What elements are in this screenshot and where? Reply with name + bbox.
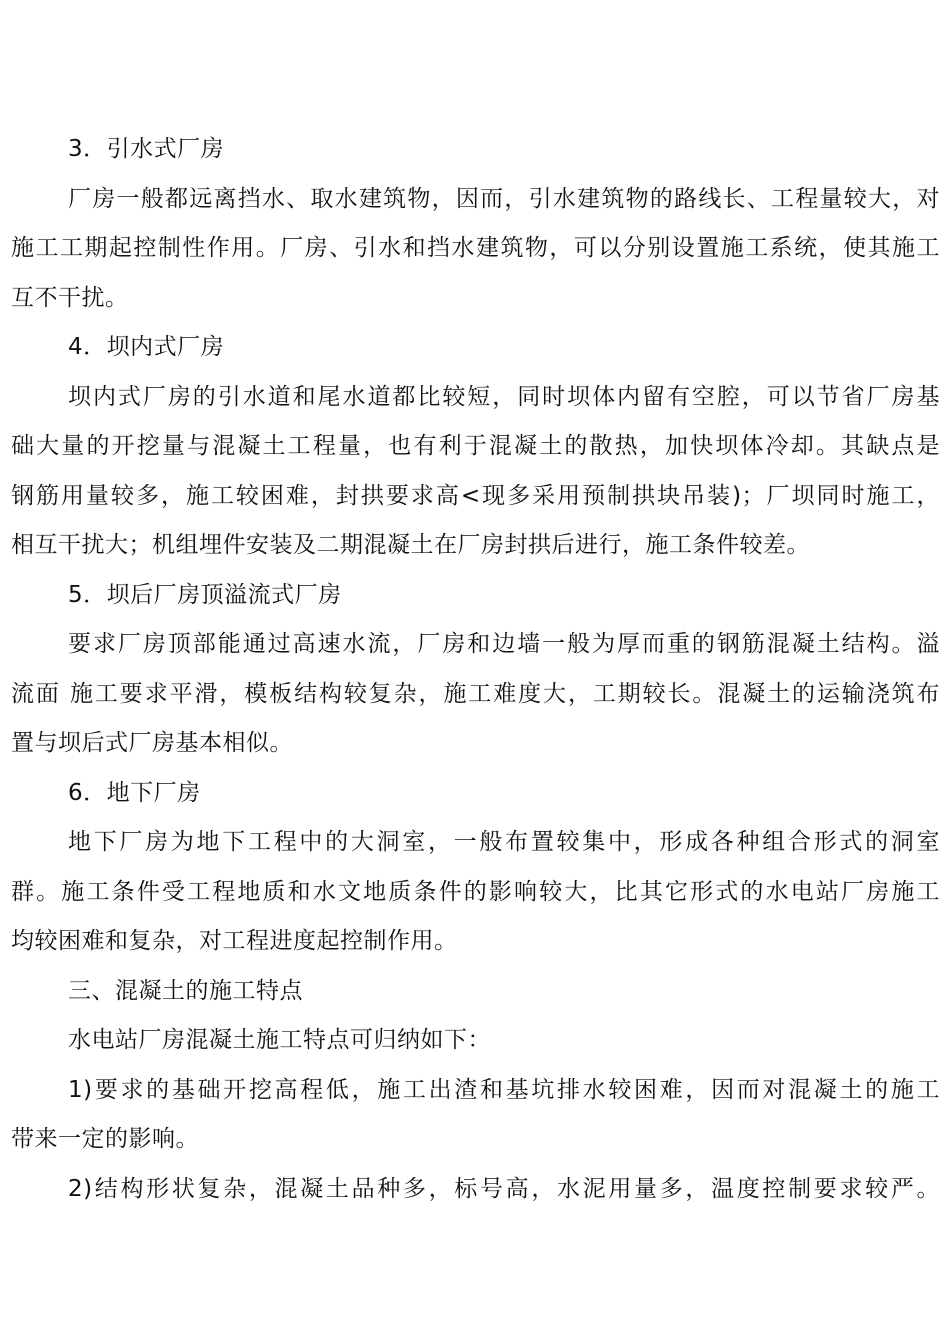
paragraph-line: 坝内式厂房的引水道和尾水道都比较短，同时坝体内留有空腔，可以节省厂房基 xyxy=(68,383,940,410)
heading-in-dam-powerhouse: 4．坝内式厂房 xyxy=(68,334,225,360)
list-item-line: 带来一定的影响。 xyxy=(11,1126,199,1152)
paragraph-line: 均较困难和复杂，对工程进度起控制作用。 xyxy=(11,928,458,954)
heading-diversion-powerhouse: 3．引水式厂房 xyxy=(68,136,225,162)
paragraph-line: 厂房一般都远离挡水、取水建筑物，因而，引水建筑物的路线长、工程量较大，对 xyxy=(68,185,940,212)
paragraph-line: 互不干扰。 xyxy=(11,284,129,311)
heading-underground-powerhouse: 6．地下厂房 xyxy=(68,779,201,806)
paragraph-line: 要求厂房顶部能通过高速水流，厂房和边墙一般为厚而重的钢筋混凝土结构。溢 xyxy=(68,631,940,657)
list-item-line: 2)结构形状复杂，混凝土品种多，标号高，水泥用量多，温度控制要求较严。 xyxy=(68,1175,940,1202)
section-heading-concrete: 三、混凝土的施工特点 xyxy=(68,977,303,1004)
paragraph-line: 础大量的开挖量与混凝土工程量，也有利于混凝土的散热，加快坝体冷却。其缺点是 xyxy=(11,433,940,459)
paragraph-line: 置与坝后式厂房基本相似。 xyxy=(11,730,293,756)
paragraph-line: 地下厂房为地下工程中的大洞室，一般布置较集中，形成各种组合形式的洞室 xyxy=(68,829,940,855)
heading-overflow-powerhouse: 5．坝后厂房顶溢流式厂房 xyxy=(68,581,342,608)
paragraph-line: 群。施工条件受工程地质和水文地质条件的影响较大，比其它形式的水电站厂房施工 xyxy=(11,878,940,905)
document-page xyxy=(11,125,940,1214)
list-item-line: 1)要求的基础开挖高程低，施工出渣和基坑排水较困难，因而对混凝土的施工 xyxy=(68,1076,940,1103)
paragraph-line: 流面 施工要求平滑，模板结构较复杂，施工难度大，工期较长。混凝土的运输浇筑布 xyxy=(11,680,940,707)
paragraph-line: 相互干扰大；机组埋件安装及二期混凝土在厂房封拱后进行，施工条件较差。 xyxy=(11,532,810,558)
paragraph-line: 水电站厂房混凝土施工特点可归纳如下： xyxy=(68,1027,491,1053)
paragraph-line: 钢筋用量较多，施工较困难，封拱要求高<现多采用预制拱块吊装)；厂坝同时施工， xyxy=(11,482,940,509)
paragraph-line: 施工工期起控制性作用。厂房、引水和挡水建筑物，可以分别设置施工系统，使其施工 xyxy=(11,235,940,261)
